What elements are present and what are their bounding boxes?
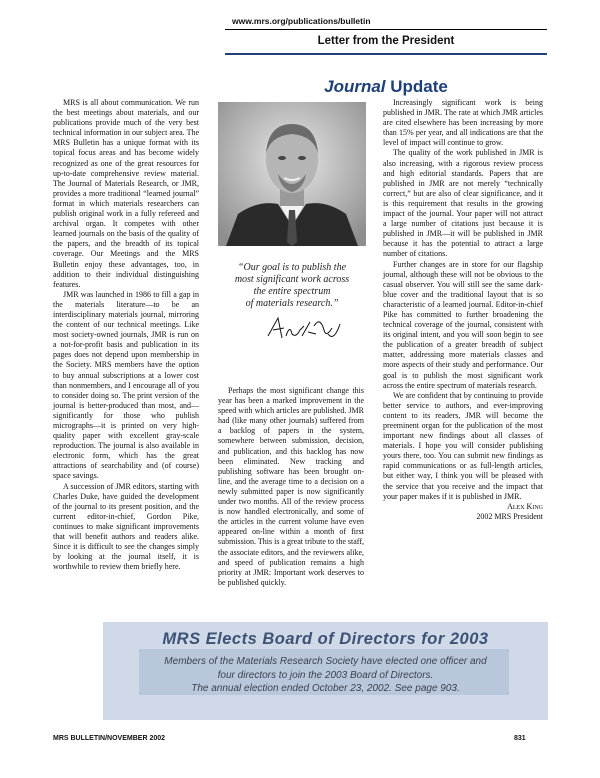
- banner-text: [103, 655, 548, 696]
- signature-name: Alex King: [507, 501, 543, 511]
- banner-line-1: Members of the Materials Research Society have elected one officer and: [164, 656, 487, 667]
- left-paragraph-1: MRS is all about communication. We run the best meetings about materials, and our publications provide much of the very best technical information in our subject area. The MRS Bulletin has a unique format with its topical focus areas and has become widely recognized as one of the great resources for up-to-date comprehensive review material. The Journal of Materials Research, or JMR, provides a more traditional “learned journal” format in which materials researchers can publish original work in a fully refereed and archival organ. It competes with other learned journals on the basis of the quality of the papers, and the breadth of its topical coverage. Our Meetings and the MRS Bulletin enjoy these advantages, too, in addition to their individual distinguishing features.: [53, 98, 199, 289]
- pull-quote-line-1: “Our goal is to publish the: [237, 262, 347, 273]
- left-paragraph-2: JMR was launched in 1986 to fill a gap in the materials literature—to be an interdisciplinary materials journal, mirroring the content of our technical meetings. Like most society-owned journals, JMR is run on a not-for-profit basis and publication in its pages does not depend upon membership in the Society. MRS members have the option to buy annual subscriptions at a lower cost than nonmembers, and I encourage all of you to consider doing so. The print version of the journal is better-produced than most, and—significantly for those who publish micrographs—it is printed on very high-quality paper with excellent gray-scale reproduction. The journal is also available in electronic form, which has the great attractions of searchability and (of course) space savings.: [53, 289, 199, 481]
- right-column: [383, 98, 543, 522]
- headline-rest: Update: [385, 77, 448, 96]
- signature-title: 2002 MRS President: [476, 511, 543, 521]
- left-column: [53, 98, 199, 572]
- banner-title: MRS Elects Board of Directors for 2003: [162, 630, 489, 648]
- banner-line-2: four directors to join the 2003 Board of Directors.: [217, 669, 434, 681]
- page-number: 831: [514, 735, 526, 742]
- pull-quote-line-3: the entire spectrum: [253, 286, 331, 297]
- election-banner[interactable]: [103, 622, 548, 720]
- header-rule: [225, 29, 547, 30]
- president-photo: [218, 102, 366, 246]
- handwritten-signature: [264, 308, 344, 348]
- banner-line-3: The annual election ended October 23, 2002. See page 903.: [191, 683, 460, 694]
- middle-column: [218, 386, 364, 588]
- page-headline: [225, 77, 547, 97]
- section-rule: [225, 53, 547, 55]
- pull-quote: [216, 262, 368, 310]
- right-paragraph-2: The quality of the work published in JMR is also increasing, with a rigorous review process and high editorial standards. Papers that are published in JMR are not merely “technically correct,” but are also of clear significance, and it is this requirement that results in the growing impact of the journal. Your paper will not attract a large number of citations just because it is published in JMR—it will be published in JMR because it has the potential to attract a large number of citations.: [383, 148, 543, 259]
- right-paragraph-4: We are confident that by continuing to provide better service to authors, and ever-improving content to its readers, JMR will become the preeminent organ for the publication of the most important new findings about all classes of materials. I hope you will consider publishing yours there, too. You can submit new findings as rapid communications or as full-length articles, but either way, I think you will be pleased with the service that you receive and the impact that your paper makes if it is published in JMR.: [383, 390, 543, 501]
- headline-italic: Journal: [324, 77, 386, 96]
- right-paragraph-1: Increasingly significant work is being published in JMR. The rate at which JMR articles are cited elsewhere has been increasing by more than 15% per year, and all indications are that the level of impact will continue to grow.: [383, 98, 543, 148]
- header-url[interactable]: www.mrs.org/publications/bulletin: [232, 16, 371, 26]
- right-paragraph-3: Further changes are in store for our flagship journal, although these will not be obvious to the casual observer. You will still see the same dark-blue cover and the traditional layout that is so characteristic of a learned journal. Editor-in-chief Pike has committed to further broadening the technical coverage of the journal, consistent with its original intent, and you will soon begin to see the publication of a greater breadth of subject matter, addressing more materials classes and more aspects of their study and performance. Our goal is to publish the most significant work across the entire spectrum of materials research.: [383, 259, 543, 390]
- pull-quote-line-4: of materials research.”: [245, 298, 339, 309]
- footer-publication: MRS BULLETIN/NOVEMBER 2002: [53, 735, 166, 742]
- section-title: Letter from the President: [317, 35, 455, 47]
- portrait-image: [218, 102, 366, 246]
- middle-paragraph-1: Perhaps the most significant change this year has been a marked improvement in the speed with which articles are published. JMR had (like many other journals) suffered from a backlog of papers in the system, somewhere between submission, decision, and publication, and this backlog has now been eliminated. New tracking and publishing software has been brought on-line, and the average time to a decision on a newly submitted paper is now significantly under two months. All of the review process is now handled electronically, and some of the articles in the current volume have even appeared on-line within a month of first submission. This is a great tribute to the staff, the associate editors, and the reviewers alike, and speed of publication remains a high priority at JMR: Important work deserves to be published quickly.: [218, 386, 364, 587]
- pull-quote-line-2: most significant work across: [234, 274, 350, 285]
- left-paragraph-3: A succession of JMR editors, starting with Charles Duke, have guided the development of the journal to its present position, and the current editor-in-chief, Gordon Pike, continues to make significant improvements that will benefit authors and readers alike. Since it is difficult to see the changes simply by looking at the journal itself, it is worthwhile to review them briefly here.: [53, 481, 199, 572]
